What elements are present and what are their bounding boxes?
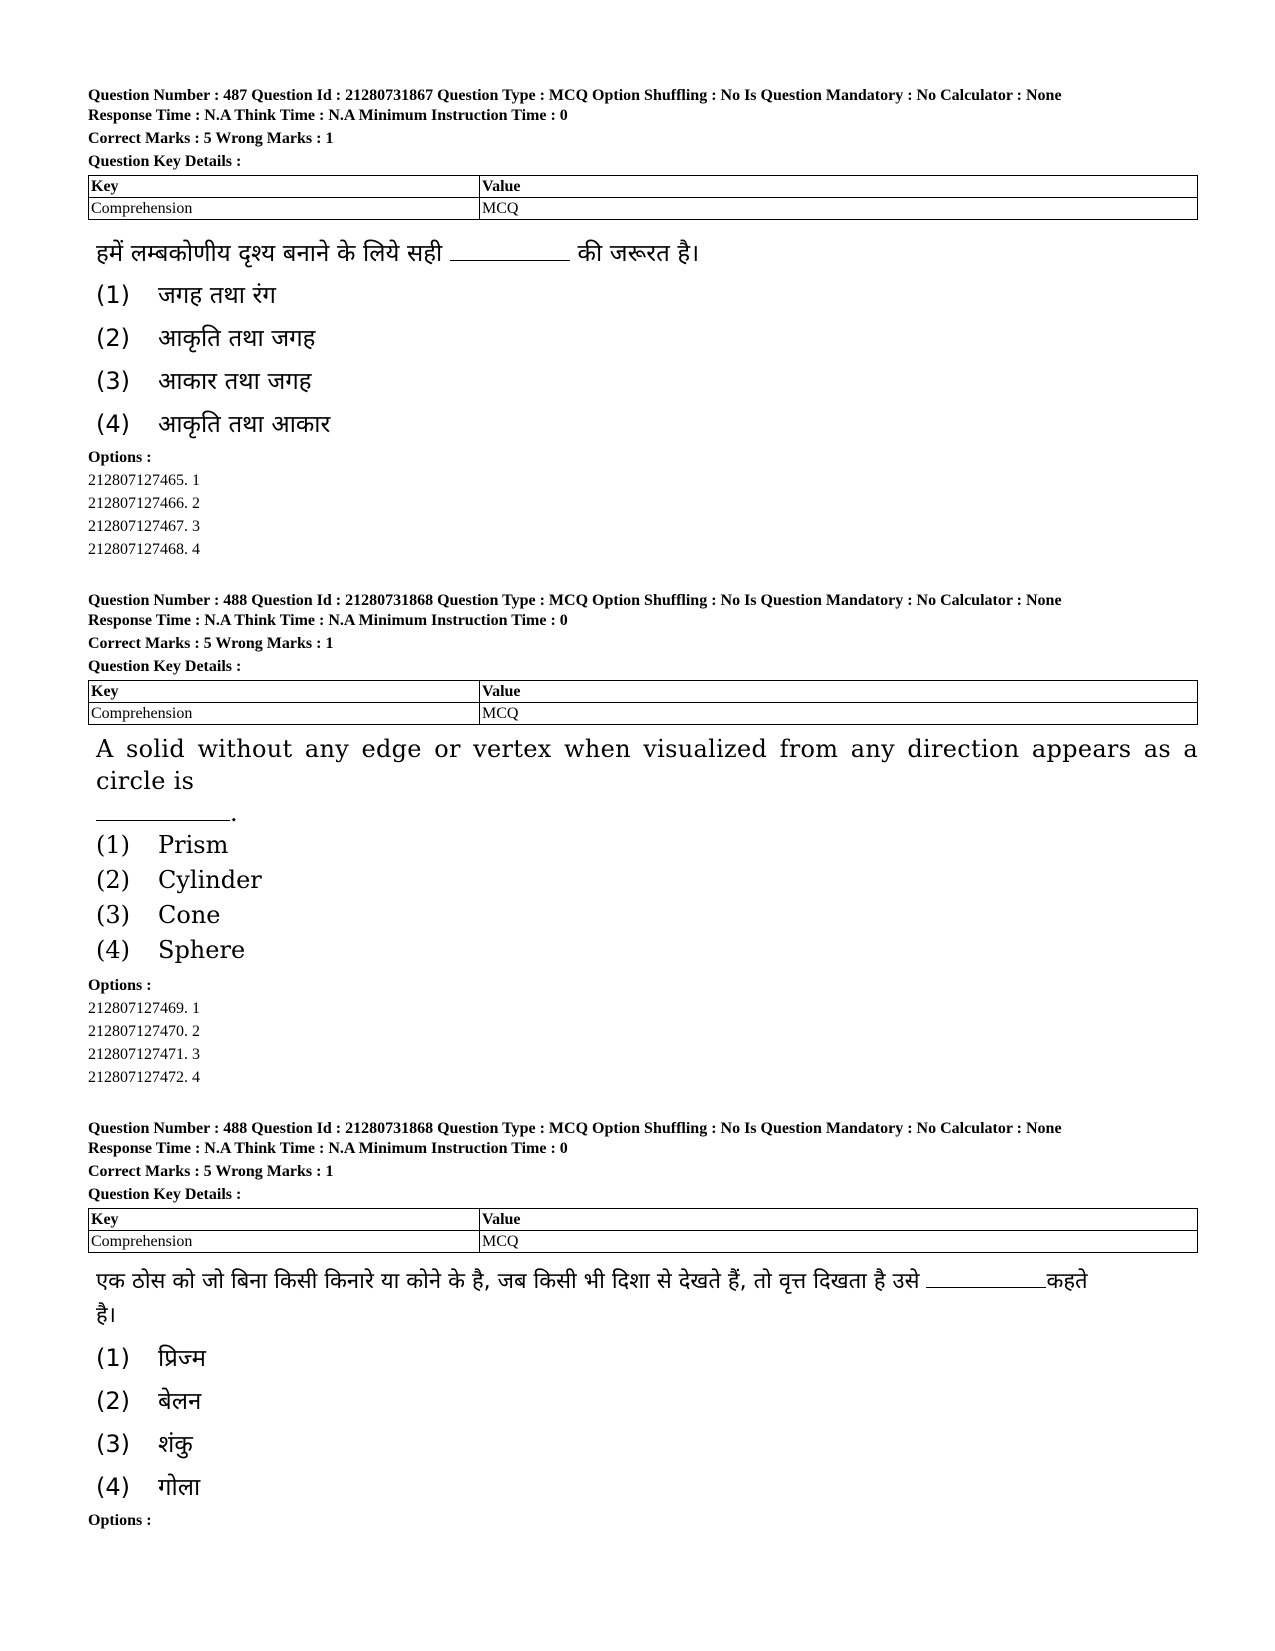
choice-number: (4) [96,1473,130,1501]
table-header-value: Value [480,176,1198,198]
choice-item-2 [96,866,1198,901]
table-cell-value: MCQ [480,198,1198,220]
key-details-label: Question Key Details : [88,658,242,675]
table-cell-key: Comprehension [89,703,480,725]
option-id: 212807127465. 1 [88,472,200,489]
question-content [96,234,1198,447]
option-id: 212807127467. 3 [88,518,200,535]
question-text-part2: कहते [1046,1269,1088,1294]
option-id-list [88,997,1198,1089]
marks-line: Correct Marks : 5 Wrong Marks : 1 [88,130,334,147]
choice-item-4 [96,936,1198,971]
table-row [89,1231,1198,1253]
fill-blank [926,1265,1046,1288]
option-id: 212807127469. 1 [88,1000,200,1017]
table-cell-value: MCQ [480,703,1198,725]
choice-item-4 [96,1470,1198,1510]
choice-number: (1) [96,1344,130,1372]
choice-text: शंकु [158,1430,193,1458]
choice-number: (2) [96,866,130,894]
question-block-488-hindi [88,1119,1198,1532]
options-label: Options : [88,977,152,994]
table-header-key: Key [89,1209,480,1231]
table-header-key: Key [89,176,480,198]
question-meta-line2: Response Time : N.A Think Time : N.A Minimum Instruction Time : 0 [88,612,568,629]
choice-text: Cone [158,901,221,929]
choice-text: Cylinder [158,866,262,894]
table-header-value: Value [480,1209,1198,1231]
choice-number: (4) [96,936,130,964]
question-text-blank-line [96,797,1198,829]
question-block-487 [88,86,1198,561]
choice-item-1 [96,278,1198,321]
table-header-key: Key [89,681,480,703]
choice-item-3 [96,1427,1198,1470]
key-details-label: Question Key Details : [88,153,242,170]
question-text-part1: एक ठोस को जो बिना किसी किनारे या कोने के है, जब किसी भी दिशा से देखते हैं, तो वृत्त दिखता है उसे [96,1269,920,1294]
question-block-488-english [88,591,1198,1089]
question-text: A solid without any edge or vertex when visualized from any direction appears as a circle is [96,735,1198,795]
marks-line: Correct Marks : 5 Wrong Marks : 1 [88,635,334,652]
table-header-value: Value [480,681,1198,703]
question-text-end: . [230,799,238,827]
choice-number: (2) [96,324,130,352]
question-text-part2: की जरूरत है। [577,239,700,267]
choice-number: (3) [96,1430,130,1458]
question-content [96,1265,1198,1510]
question-text [96,1265,1198,1299]
choice-item-1 [96,1341,1198,1384]
choice-number: (1) [96,281,130,309]
option-id: 212807127471. 3 [88,1046,200,1063]
options-label: Options : [88,449,152,466]
key-details-table [88,1208,1198,1253]
table-cell-key: Comprehension [89,1231,480,1253]
question-text-line2: है। [96,1303,117,1328]
table-cell-value: MCQ [480,1231,1198,1253]
choice-text: जगह तथा रंग [158,281,276,309]
choice-text: गोला [158,1473,201,1501]
question-content [96,733,1198,971]
choice-text: आकृति तथा जगह [158,324,316,352]
marks-line: Correct Marks : 5 Wrong Marks : 1 [88,1163,334,1180]
choice-text: आकृति तथा आकार [158,410,331,438]
table-header-row [89,176,1198,198]
choice-number: (3) [96,367,130,395]
choice-item-2 [96,1384,1198,1427]
fill-blank [96,798,230,821]
choice-item-3 [96,364,1198,407]
options-label: Options : [88,1512,152,1529]
choice-number: (4) [96,410,130,438]
table-row [89,198,1198,220]
document-page [88,86,1198,1532]
choice-item-3 [96,901,1198,936]
key-details-table [88,175,1198,220]
table-header-row [89,1209,1198,1231]
choice-number: (3) [96,901,130,929]
choice-number: (2) [96,1387,130,1415]
table-cell-key: Comprehension [89,198,480,220]
question-meta [88,86,1198,172]
question-meta-line2: Response Time : N.A Think Time : N.A Minimum Instruction Time : 0 [88,107,568,124]
choice-item-4 [96,407,1198,447]
choice-list [96,278,1198,447]
question-meta-line1: Question Number : 488 Question Id : 21280731868 Question Type : MCQ Option Shuffling : No Is Question Mandatory : No Calculator : None [88,592,1062,609]
option-id: 212807127472. 4 [88,1069,200,1086]
choice-text: Sphere [158,936,246,964]
choice-item-2 [96,321,1198,364]
fill-blank [450,238,570,261]
choice-list [96,831,1198,971]
key-details-table [88,680,1198,725]
question-meta-line2: Response Time : N.A Think Time : N.A Minimum Instruction Time : 0 [88,1140,568,1157]
question-meta [88,1119,1198,1205]
question-meta-line1: Question Number : 488 Question Id : 21280731868 Question Type : MCQ Option Shuffling : No Is Question Mandatory : No Calculator : None [88,1120,1062,1137]
choice-text: प्रिज्म [158,1344,206,1372]
table-header-row [89,681,1198,703]
choice-text: बेलन [158,1387,202,1415]
question-text-part1: हमें लम्बकोणीय दृश्य बनाने के लिये सही [96,239,443,267]
table-row [89,703,1198,725]
question-meta-line1: Question Number : 487 Question Id : 21280731867 Question Type : MCQ Option Shuffling : No Is Question Mandatory : No Calculator : None [88,87,1062,104]
question-text [96,234,1198,272]
option-id-list [88,469,1198,561]
option-id: 212807127468. 4 [88,541,200,558]
choice-text: Prism [158,831,229,859]
key-details-label: Question Key Details : [88,1186,242,1203]
choice-number: (1) [96,831,130,859]
choice-text: आकार तथा जगह [158,367,312,395]
option-id: 212807127466. 2 [88,495,200,512]
question-meta [88,591,1198,677]
choice-list [96,1341,1198,1510]
option-id: 212807127470. 2 [88,1023,200,1040]
choice-item-1 [96,831,1198,866]
